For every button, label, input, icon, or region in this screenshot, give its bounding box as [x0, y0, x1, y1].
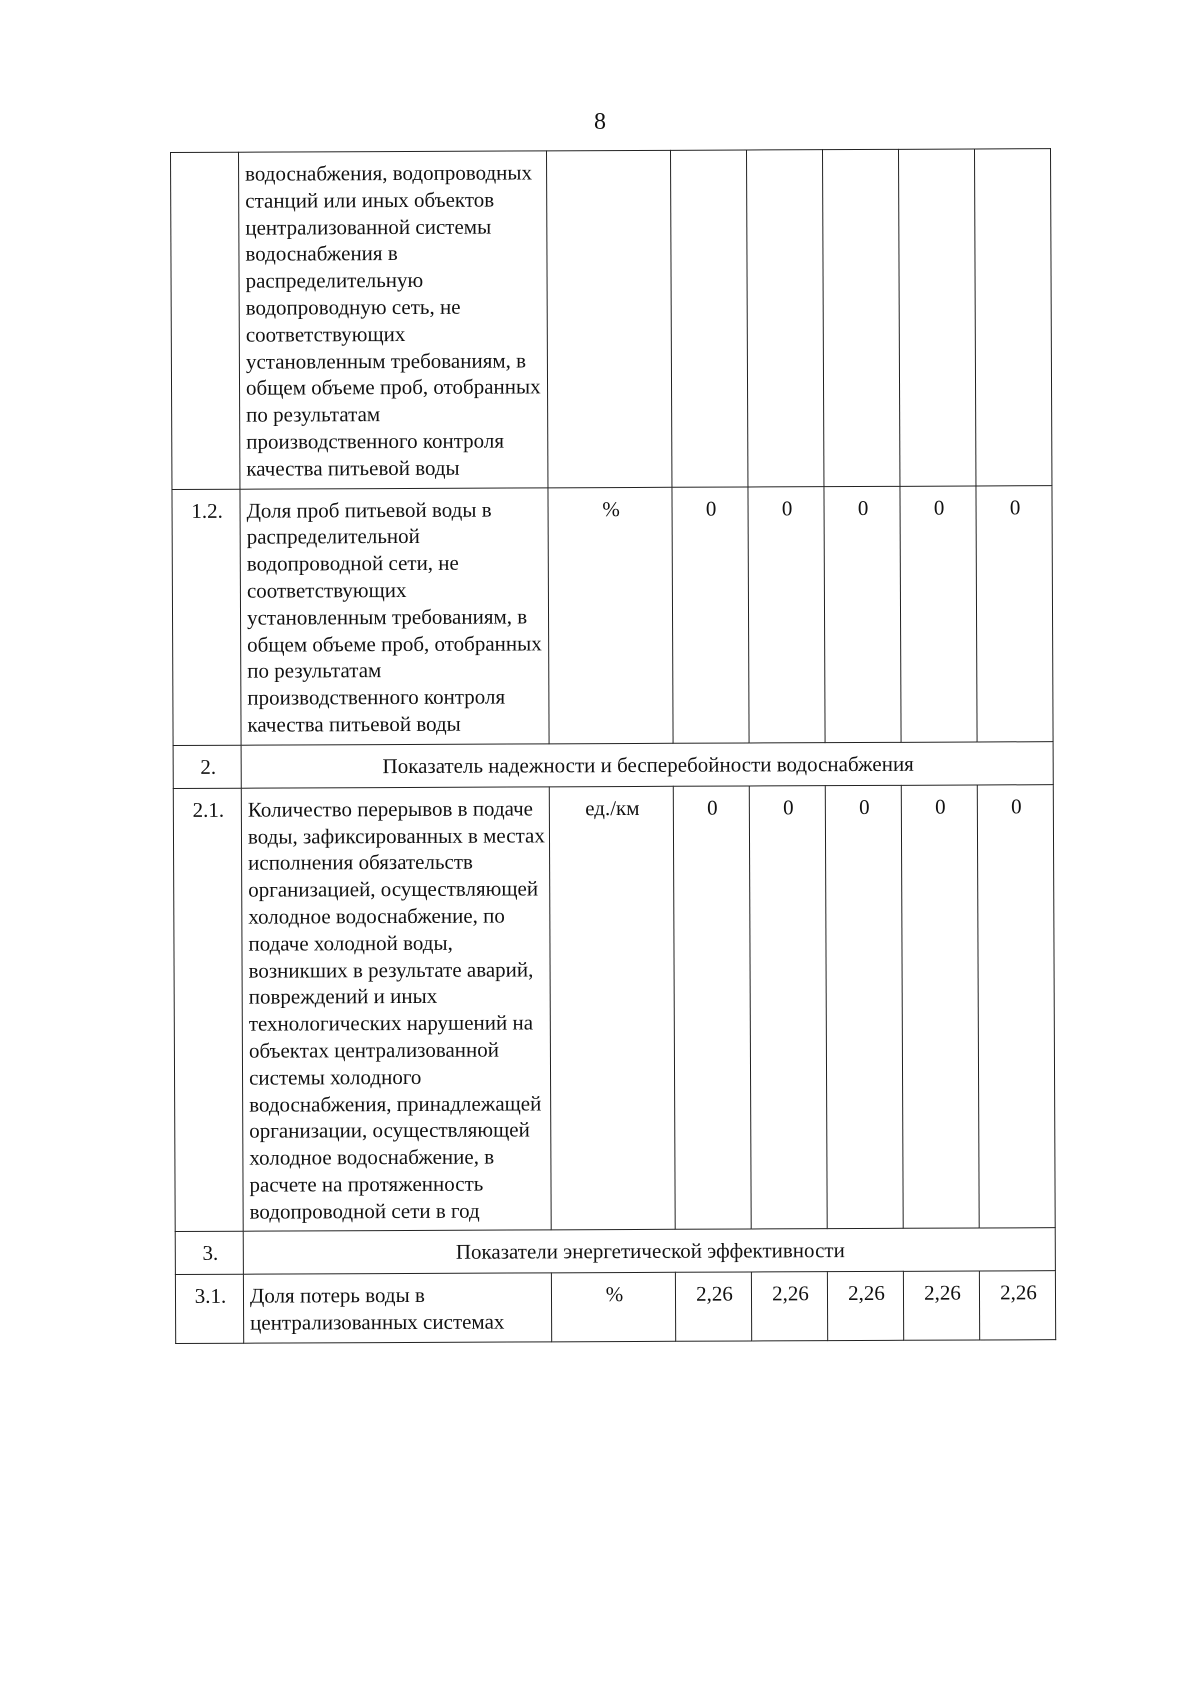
unit-cell: %	[548, 487, 673, 744]
value-cell: 0	[672, 487, 749, 744]
section-row	[173, 741, 1053, 788]
page-number: 8	[594, 109, 606, 135]
table-row	[172, 485, 1053, 745]
unit-cell	[546, 150, 671, 487]
section-number: 2.	[173, 745, 241, 788]
value-cell	[670, 150, 747, 487]
value-cell: 0	[749, 785, 827, 1229]
section-title: Показатель надежности и бесперебойности водоснабжения	[241, 741, 1053, 788]
value-cell: 0	[748, 486, 825, 743]
section-number: 3.	[175, 1232, 243, 1275]
value-cell: 2,26	[903, 1271, 979, 1340]
value-cell: 2,26	[827, 1272, 903, 1341]
value-cell: 2,26	[979, 1271, 1055, 1340]
indicator-description: Количество перерывов в подаче воды, зафиксированных в местах исполнения обязательств организацией, осуществляющей холодное водоснабжение, по подаче холодной воды, возникших в результате аварий, повреждений и иных технологических нарушений на объектах централизованной системы холодного водоснабжения, принадлежащей организации, осуществляющей холодное водоснабжение, в расчете на протяженность водопроводной сети в год	[241, 787, 551, 1232]
indicators-table	[170, 148, 1056, 1344]
table-row	[171, 149, 1052, 489]
row-number	[171, 152, 240, 489]
value-cell: 2,26	[751, 1272, 827, 1341]
table-row	[173, 784, 1055, 1232]
section-row	[175, 1228, 1055, 1275]
value-cell: 0	[673, 786, 751, 1230]
value-cell	[898, 149, 975, 486]
row-number: 1.2.	[172, 489, 241, 745]
indicator-description: Доля проб питьевой воды в распределительной водопроводной сети, не соответствующих установленным требованиям, в общем объеме проб, отобранных по результатам производственного контроля качества питьевой воды	[240, 487, 549, 745]
value-cell	[822, 149, 899, 486]
indicator-description: водоснабжения, водопроводных станций или иных объектов централизованной системы водоснабжения в распределительную водопроводную сеть, не соответствующих установленным требованиям, в общем объеме проб, отобранных по результатам производственного контроля качества питьевой воды	[239, 151, 548, 489]
value-cell	[974, 149, 1051, 486]
value-cell: 0	[977, 784, 1055, 1228]
table-row	[175, 1271, 1055, 1343]
unit-cell: ед./км	[549, 786, 675, 1230]
value-cell: 0	[825, 785, 903, 1229]
unit-cell: %	[551, 1273, 675, 1342]
row-number: 3.1.	[175, 1275, 243, 1344]
indicator-description: Доля потерь воды в централизованных системах	[243, 1273, 551, 1343]
value-cell: 0	[824, 486, 901, 743]
value-cell: 0	[901, 785, 979, 1229]
row-number: 2.1.	[173, 788, 243, 1232]
section-title: Показатели энергетической эффективности	[243, 1228, 1055, 1275]
value-cell: 0	[900, 486, 977, 743]
value-cell	[746, 150, 823, 487]
value-cell: 0	[976, 485, 1053, 742]
value-cell: 2,26	[675, 1272, 751, 1341]
